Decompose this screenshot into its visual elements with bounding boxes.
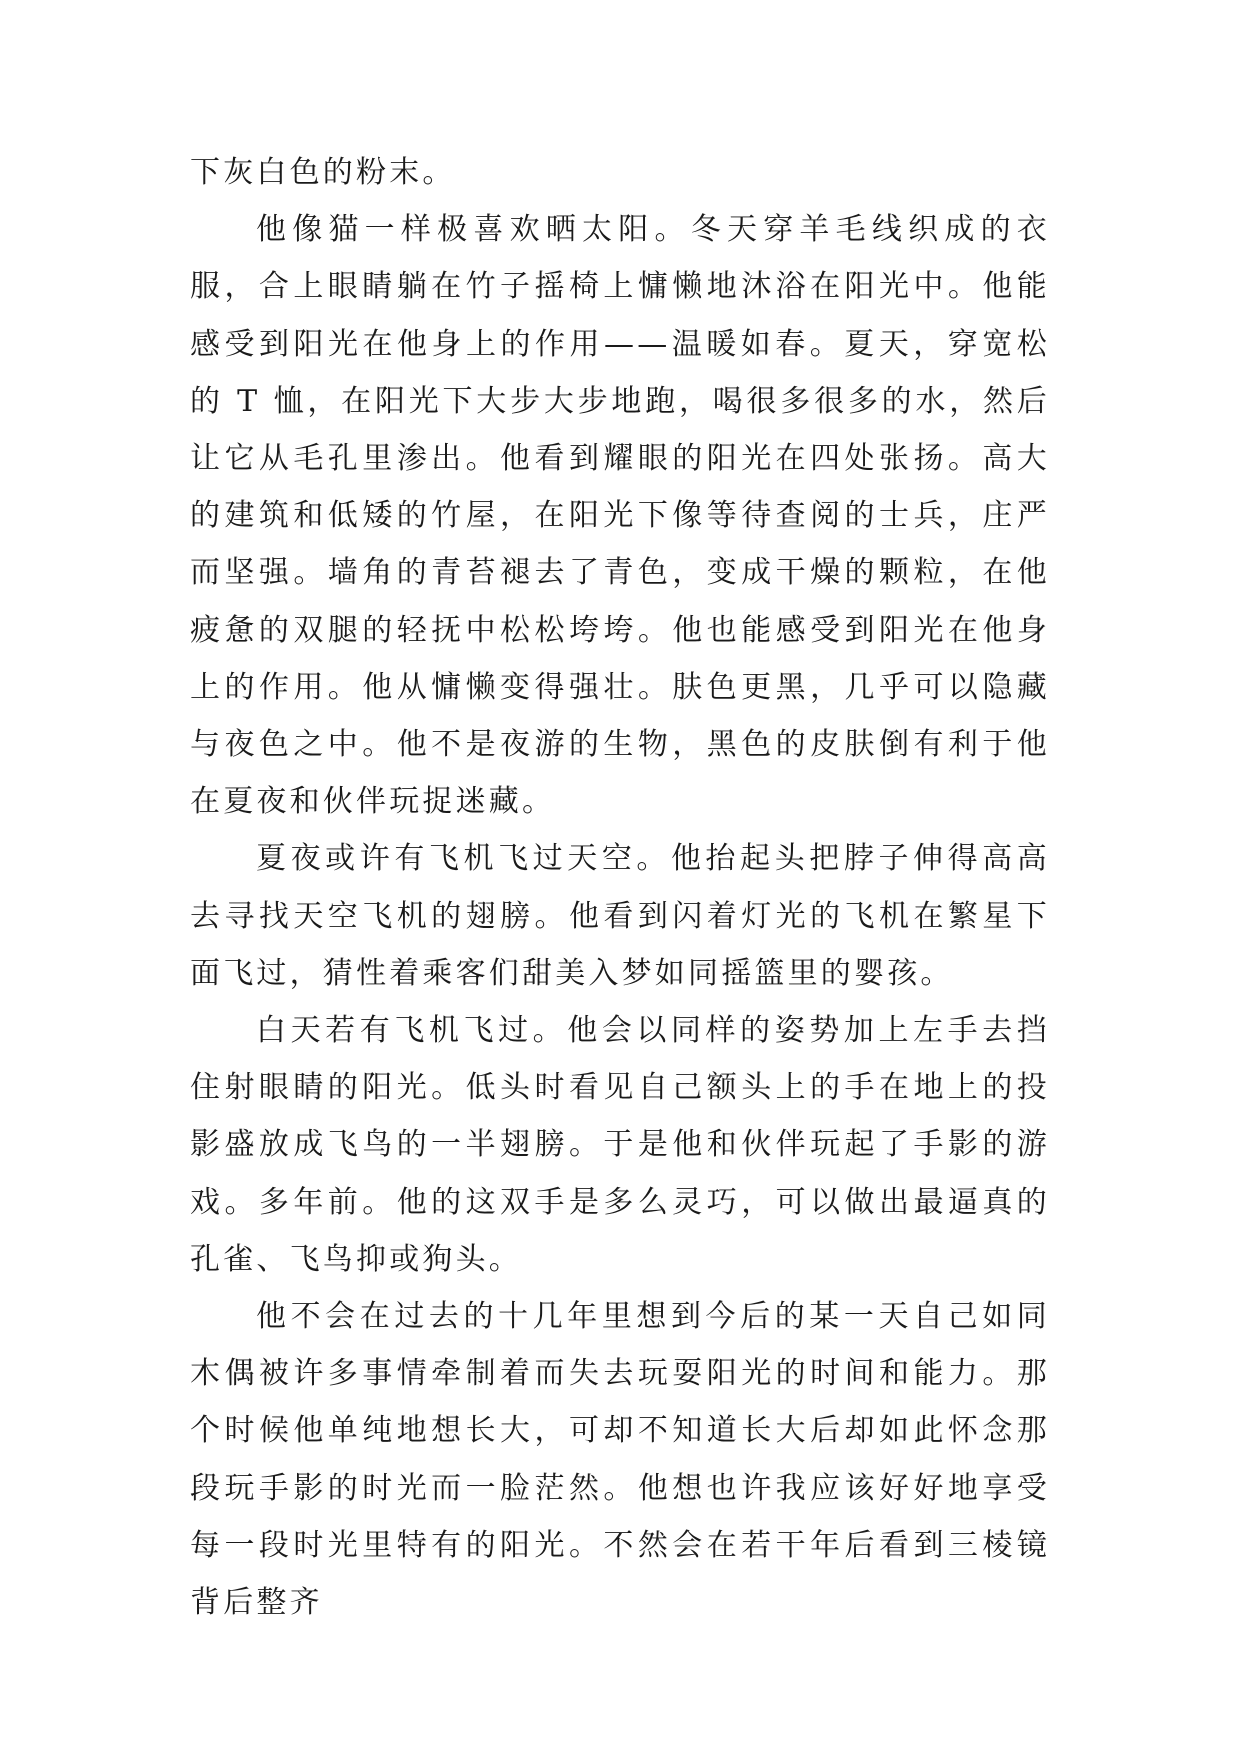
- paragraph-3: 夏夜或许有飞机飞过天空。他抬起头把脖子伸得高高去寻找天空飞机的翅膀。他看到闪着灯光的飞机在繁星下面飞过，猜性着乘客们甜美入梦如同摇篮里的婴孩。: [190, 841, 1050, 991]
- paragraph-4: 白天若有飞机飞过。他会以同样的姿势加上左手去挡住射眼睛的阳光。低头时看见自己额头上的手在地上的投影盛放成飞鸟的一半翅膀。于是他和伙伴玩起了手影的游戏。多年前。他的这双手是多么灵巧，可以做出最逼真的孔雀、飞鸟抑或狗头。: [190, 1013, 1050, 1277]
- document-page: [190, 144, 1050, 1631]
- paragraph-5: 他不会在过去的十几年里想到今后的某一天自己如同木偶被许多事情牵制着而失去玩耍阳光的时间和能力。那个时候他单纯地想长大，可却不知道长大后却如此怀念那段玩手影的时光而一脸茫然。他想也许我应该好好地享受每一段时光里特有的阳光。不然会在若干年后看到三棱镜背后整齐: [190, 1299, 1050, 1621]
- paragraph-2: 他像猫一样极喜欢晒太阳。冬天穿羊毛线织成的衣服，合上眼睛躺在竹子摇椅上慵懒地沐浴在阳光中。他能感受到阳光在他身上的作用——温暖如春。夏天，穿宽松的 T 恤，在阳光下大步大步地跑，喝很多很多的水，然后让它从毛孔里渗出。他看到耀眼的阳光在四处张扬。高大的建筑和低矮的竹屋，在阳光下像等待查阅的士兵，庄严而坚强。墙角的青苔褪去了青色，变成干燥的颗粒，在他疲惫的双腿的轻抚中松松垮垮。他也能感受到阳光在他身上的作用。他从慵懒变得强壮。肤色更黑，几乎可以隐藏与夜色之中。他不是夜游的生物，黑色的皮肤倒有利于他在夏夜和伙伴玩捉迷藏。: [190, 212, 1050, 820]
- paragraph-1: 下灰白色的粉末。: [190, 155, 456, 190]
